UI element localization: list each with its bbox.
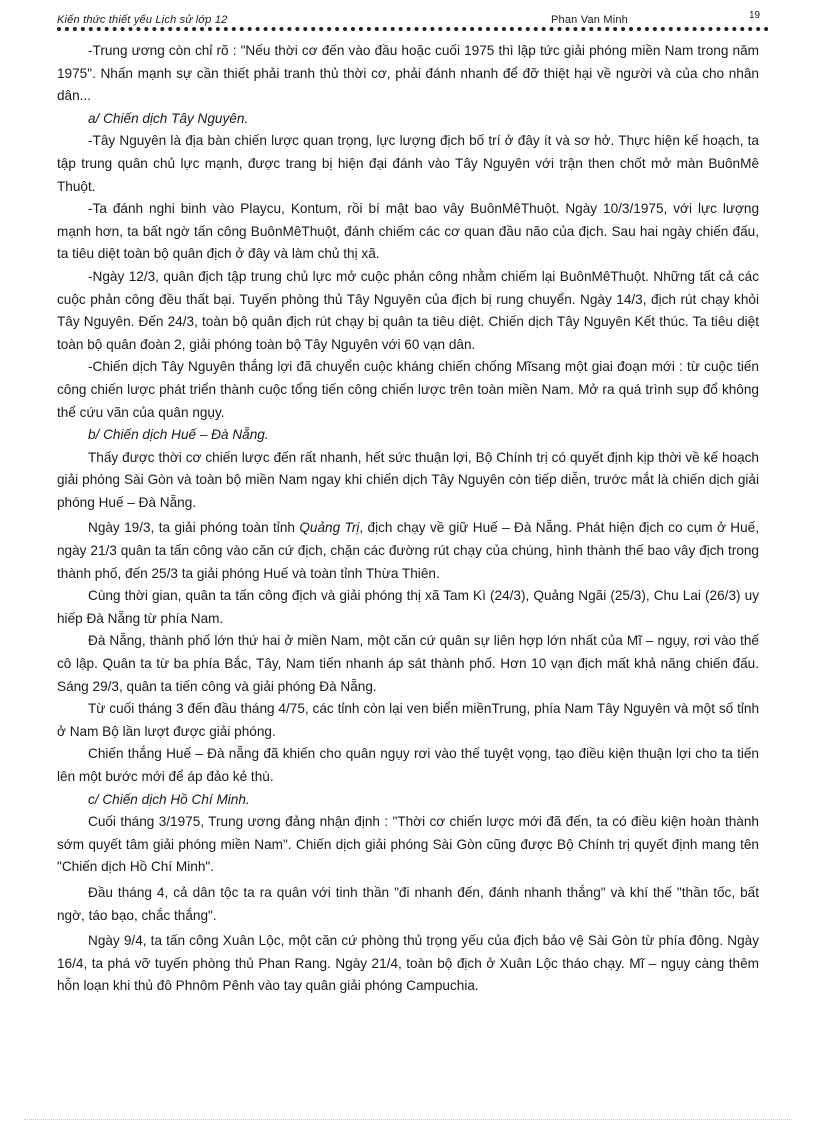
paragraph: -Ngày 12/3, quân địch tập trung chủ lực mở cuộc phản công nhằm chiếm lại BuônMêThuột. Những tất cả các cuộc phản công đều thất bại. Tuyến phòng thủ Tây Nguyên của địch bị rung chuyển. Ngày 14/3, địch rút chạy khỏi Tây Nguyên. Đến 24/3, toàn bộ quân địch rút chạy bị quân ta tiêu diệt. Chiến dịch Tây Nguyên Kết thúc. Ta tiêu diệt toàn bộ quân đoàn 2, giải phóng toàn bộ Tây Nguyên với 60 vạn dân. — [57, 268, 759, 352]
footer-dotted-rule — [24, 1119, 792, 1120]
page-body — [57, 40, 759, 998]
paragraph-text: Ngày 19/3, ta giải phóng toàn tỉnh — [88, 520, 300, 536]
emphasized-place-name: Quảng Trị — [299, 520, 360, 536]
header-author: Phan Van Minh — [551, 14, 629, 26]
header-dotted-rule — [57, 27, 769, 31]
paragraph: Cuối tháng 3/1975, Trung ương đảng nhận định : "Thời cơ chiến lược mới đã đến, ta có điều kiện hoàn thành sớm quyết tâm giải phóng miền Nam". Chiến dịch giải phóng Sài Gòn cũng được Bộ Chính trị quyết định mang tên "Chiến dịch Hồ Chí Minh". — [57, 814, 759, 875]
paragraph: -Tây Nguyên là địa bàn chiến lược quan trọng, lực lượng địch bố trí ở đây ít và sơ hở. Thực hiện kế hoạch, ta tập trung quân chủ lực mạnh, được trang bị hiện đại đánh vào Tây Nguyên với trận then chốt mở màn BuônMê Thuột. — [57, 133, 759, 194]
paragraph: Chiến thắng Huế – Đà nẵng đã khiến cho quân ngụy rơi vào thế tuyệt vọng, tạo điều kiện thuận lợi cho ta tiến lên một bước mới để áp đảo kẻ thù. — [57, 746, 759, 784]
section-heading-tay-nguyen: a/ Chiến dịch Tây Nguyên. — [88, 110, 249, 126]
paragraph: Cùng thời gian, quân ta tấn công địch và giải phóng thị xã Tam Kì (24/3), Quảng Ngãi (25/3), Chu Lai (26/3) uy hiếp Đà Nẵng từ phía Nam. — [57, 588, 759, 626]
paragraph: -Ta đánh nghi binh vào Playcu, Kontum, rồi bí mật bao vây BuônMêThuột. Ngày 10/3/1975, với lực lượng mạnh hơn, ta bất ngờ tấn công BuônMêThuột, đánh chiếm các cơ quan đầu não của địch. Sau hai ngày chiến đấu, ta tiêu diệt toàn bộ quân địch ở đây và làm chủ thị xã. — [57, 201, 759, 262]
paragraph: Ngày 9/4, ta tấn công Xuân Lộc, một căn cứ phòng thủ trọng yếu của địch bảo vệ Sài Gòn từ phía đông. Ngày 16/4, ta phá vỡ tuyến phòng thủ Phan Rang. Ngày 21/4, toàn bộ địch ở Xuân Lộc tháo chạy. Mĩ – ngụy càng thêm hỗn loạn khi thủ đô Phnôm Pênh vào tay quân giải phóng Campuchia. — [57, 933, 759, 994]
section-heading-hue-da-nang: b/ Chiến dịch Huế – Đà Nẵng. — [88, 427, 269, 443]
paragraph: Từ cuối tháng 3 đến đầu tháng 4/75, các tỉnh còn lại ven biển miềnTrung, phía Nam Tây Nguyên và một số tỉnh ở Nam Bộ lần lượt được giải phóng. — [57, 701, 759, 739]
paragraph: Thấy được thời cơ chiến lược đến rất nhanh, hết sức thuận lợi, Bộ Chính trị có quyết định kịp thời về kế hoạch giải phóng Sài Gòn và toàn bộ miền Nam ngay khi chiến dịch Tây Nguyên còn tiếp diễn, trước mắt là chiến dịch giải phóng Huế – Đà Nẵng. — [57, 449, 759, 510]
paragraph: Đầu tháng 4, cả dân tộc ta ra quân với tinh thần "đi nhanh đến, đánh nhanh thắng" và khí thế "thần tốc, bất ngờ, táo bạo, chắc thắng". — [57, 884, 759, 923]
paragraph: -Trung ương còn chỉ rõ : "Nếu thời cơ đến vào đầu hoặc cuối 1975 thì lập tức giải phóng miền Nam trong năm 1975". Nhấn mạnh sự cần thiết phải tranh thủ thời cơ, phải đánh nhanh để đỡ thiệt hại về người và của cho nhân dân... — [57, 43, 759, 104]
paragraph: Đà Nẵng, thành phố lớn thứ hai ở miền Nam, một căn cứ quân sự liên hợp lớn nhất của Mĩ – ngụy, rơi vào thế cô lập. Quân ta từ ba phía Bắc, Tây, Nam tiến nhanh áp sát thành phố. Hơn 10 vạn địch mất khả năng chiến đấu. Sáng 29/3, quân ta tiến công và giải phóng Đà Nẵng. — [57, 633, 759, 694]
header-book-title: Kiến thức thiết yếu Lịch sử lớp 12 — [57, 14, 228, 26]
paragraph — [57, 517, 759, 585]
section-heading-ho-chi-minh: c/ Chiến dịch Hồ Chí Minh. — [88, 791, 250, 807]
page-number: 19 — [749, 10, 761, 21]
paragraph: -Chiến dịch Tây Nguyên thắng lợi đã chuyển cuộc kháng chiến chống Mĩsang một giai đoạn mới : từ cuộc tiến công chiến lược phát triển thành cuộc tổng tiến công chiến lược trên toàn miền Nam. Mở ra quá trình sụp đổ không thể cứu vãn của quân ngụy. — [57, 359, 759, 420]
paragraph-text: , địch chạy về giữ Huế – Đà Nẵng. Phát hiện địch co cụm ở Huế, ngày 21/3 quân ta tấn công vào căn cứ địch, chặn các đường rút chạy của chúng, hình thành thế bao vây địch trong thành phố, đến 25/3 ta giải phóng Huế và toàn tỉnh Thừa Thiên. — [57, 520, 759, 581]
